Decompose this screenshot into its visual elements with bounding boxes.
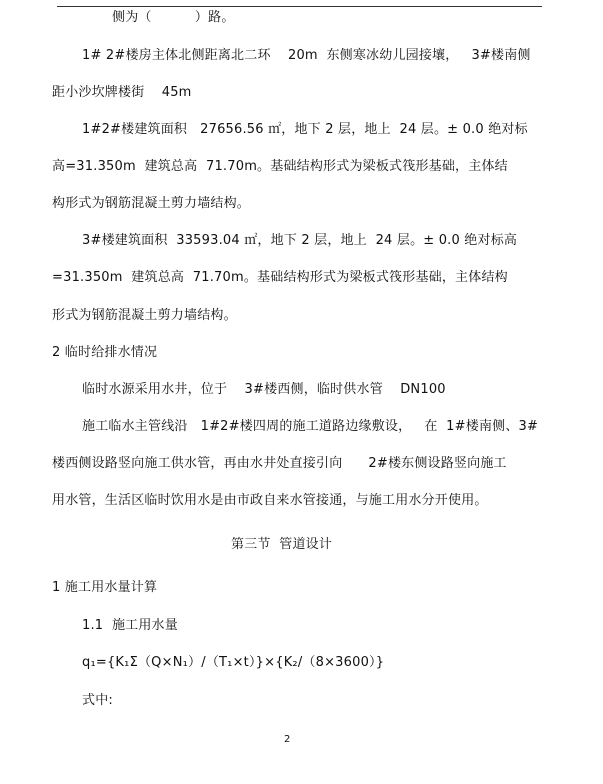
text-line: 施工临水主管线沿 1#2#楼四周的施工道路边缘敷设， 在 1#楼南侧、3# [82,419,539,434]
page-number: 2 [284,734,291,745]
text-line: 距小沙坎牌楼街 45m [52,85,192,100]
text-line: 1#2#楼建筑面积 27656.56 ㎡，地下 2 层，地上 24 层。± 0.0 绝对标 [82,122,528,137]
text-line: 1# 2#楼房主体北侧距离北二环 20m 东侧寒冰幼儿园接壤， 3#楼南侧 [82,48,531,63]
text-line: 用水管，生活区临时饮用水是由市政自来水管接通，与施工用水分开使用。 [52,493,488,508]
chapter-title: 第三节 管道设计 [231,537,333,552]
text-line: 3#楼建筑面积 33593.04 ㎡，地下 2 层，地上 24 层。± 0.0 绝对标高 [82,233,518,248]
text-line: 形式为钢筋混凝土剪力墙结构。 [52,308,237,323]
subsection-heading: 1.1 施工用水量 [82,618,178,633]
top-rule [57,6,542,7]
section-heading: 1 施工用水量计算 [52,580,158,595]
text-line: 临时水源采用水井，位于 3#楼西侧，临时供水管 DN100 [82,382,446,397]
formula: q₁={K₁Σ（Q×N₁）/（T₁×t）}×{K₂/（8×3600）} [82,655,385,670]
text-line: 构形式为钢筋混凝土剪力墙结构。 [52,196,251,211]
text-line: 式中: [82,693,113,708]
text-line: =31.350m 建筑总高 71.70m。基础结构形式为梁板式筏形基础，主体结构 [52,270,508,285]
text-line: 侧为（ ）路。 [112,10,235,25]
text-line: 高=31.350m 建筑总高 71.70m。基础结构形式为梁板式筏形基础，主体结 [52,159,508,174]
text-line: 楼西侧设路竖向施工供水管，再由水井处直接引向 2#楼东侧设路竖向施工 [52,456,507,471]
section-heading: 2 临时给排水情况 [52,345,158,360]
